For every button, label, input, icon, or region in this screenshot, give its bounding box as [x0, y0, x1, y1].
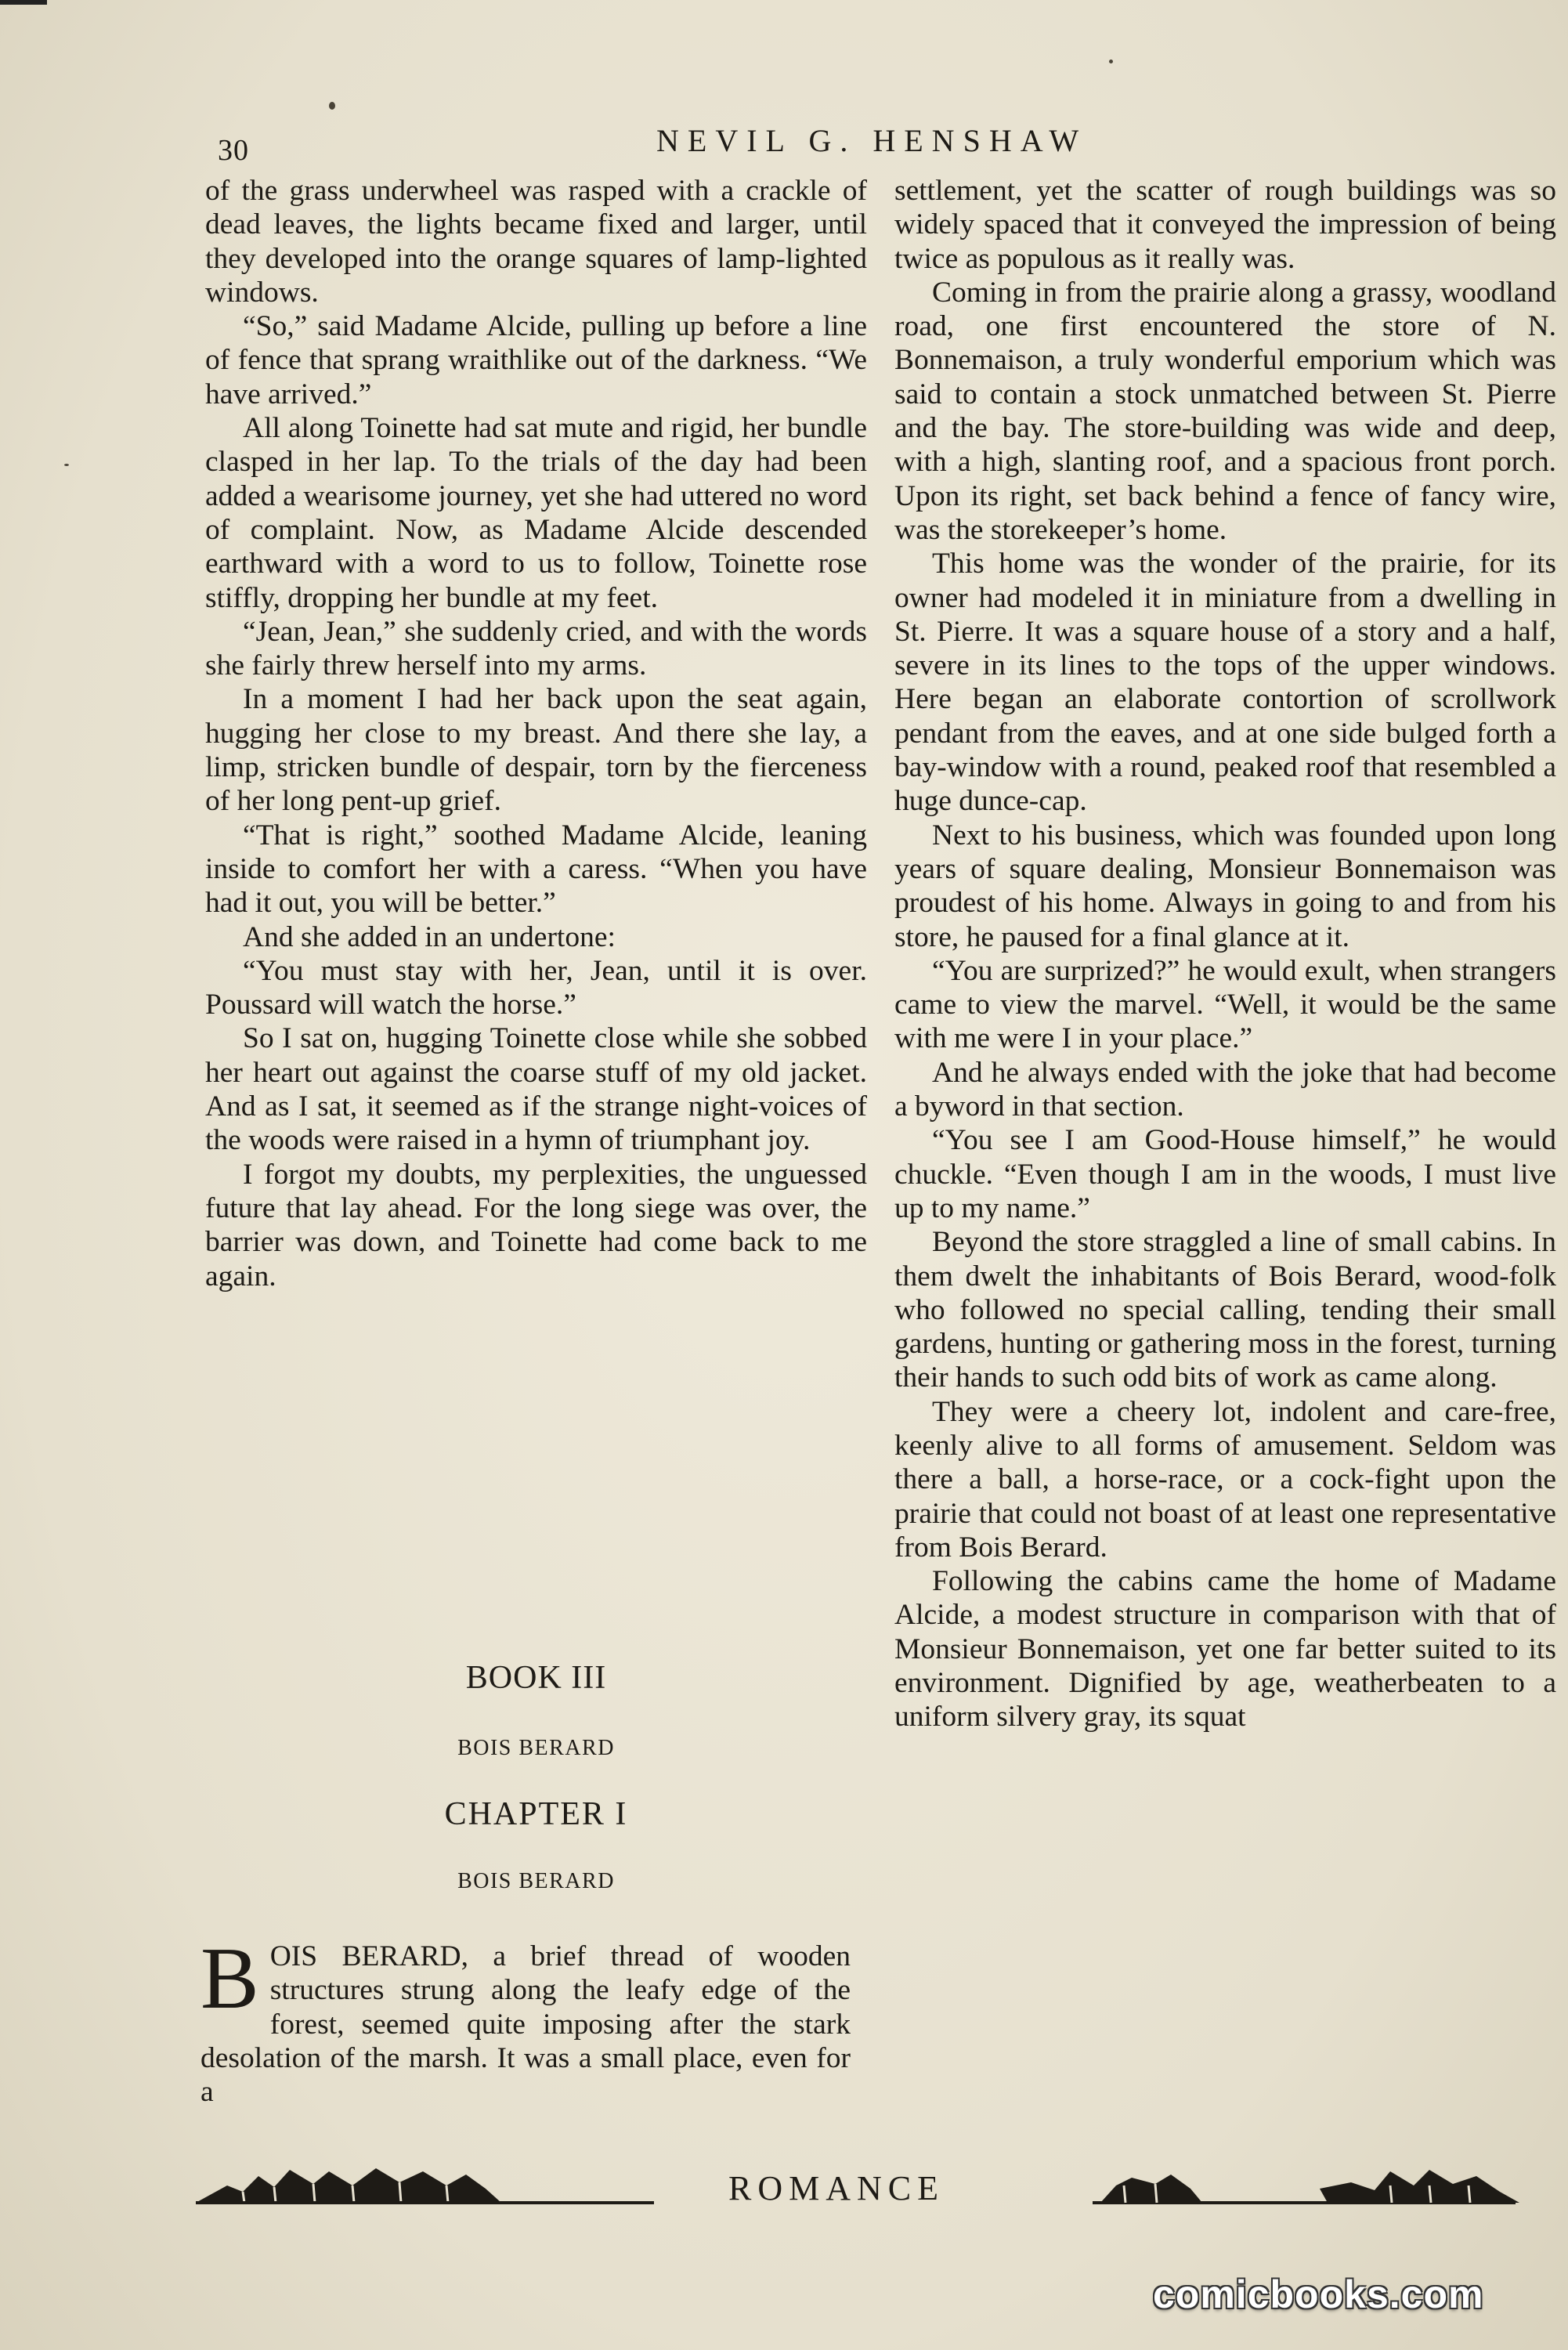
paragraph: And she added in an undertone: — [243, 920, 616, 953]
paragraph: “You are surprized?” he would exult, when strangers came to view the marvel. “Well, it would be the same with me were I in your place.” — [894, 954, 1556, 1055]
right-column — [894, 174, 1556, 1734]
book-subtitle: BOIS BERARD — [457, 1736, 615, 1760]
paragraph: “Jean, Jean,” she suddenly cried, and with the words she fairly threw herself into my arms. — [205, 615, 867, 682]
paragraph: I forgot my doubts, my perplexities, the unguessed future that lay ahead. For the long siege was over, the barrier was down, and Toinette had come back to me again. — [205, 1158, 867, 1292]
page-footer — [0, 2146, 1568, 2217]
chapter-opening — [201, 1930, 851, 2109]
paragraph: Beyond the store straggled a line of small cabins. In them dwelt the inhabitants of Bois Berard, wood-folk who followed no special calling, tending their small gardens, hunting or gathering moss in the forest, turning their hands to such odd bits of work as came along. — [894, 1226, 1556, 1394]
ink-speck — [64, 464, 69, 466]
forest-ornament-icon — [1093, 2154, 1531, 2217]
paragraph: “You see I am Good-House himself,” he would chuckle. “Even though I am in the woods, I must live up to my name.” — [894, 1124, 1556, 1224]
paragraph: And he always ended with the joke that had become a byword in that section. — [894, 1056, 1556, 1123]
magazine-title-footer: ROMANCE — [728, 2169, 945, 2207]
ink-speck — [1109, 60, 1113, 63]
paragraph: In a moment I had her back upon the seat again, hugging her close to my breast. And there she lay, a limp, stricken bundle of despair, torn by the fierceness of her long pent-up grief. — [205, 683, 867, 818]
paragraph: This home was the wonder of the prairie, for its owner had modeled it in miniature from a dwelling in St. Pierre. It was a square house of a story and a half, severe in its lines to the tops of the upper windows. Here began an elaborate contortion of scrollwork pendant from the eaves, and at one side bulged forth a bay-window with a round, peaked roof that resembled a huge dunce-cap. — [894, 548, 1556, 818]
paragraph: “You must stay with her, Jean, until it is over. Poussard will watch the horse.” — [205, 954, 867, 1021]
left-column — [205, 174, 867, 1293]
forest-ornament-icon — [196, 2154, 666, 2217]
paragraph: of the grass underwheel was rasped with a crackle of dead leaves, the lights became fixed and larger, until they developed into the orange squares of lamp-lighted windows. — [205, 175, 867, 309]
scan-corner-mark — [0, 0, 47, 5]
page-header — [0, 118, 1568, 167]
book-heading — [205, 1659, 867, 1894]
book-title: BOOK III — [465, 1660, 607, 1696]
paragraph: Next to his business, which was founded upon long years of square dealing, Monsieur Bonnemaison was proudest of his home. Always in going to and from his store, he paused for a final glance at it. — [894, 819, 1556, 953]
chapter-title: CHAPTER I — [444, 1796, 628, 1832]
paragraph: “So,” said Madame Alcide, pulling up before a line of fence that sprang wraithlike out of the darkness. “We have arrived.” — [205, 310, 867, 410]
running-head-author: NEVIL G. HENSHAW — [656, 123, 1088, 158]
paragraph: So I sat on, hugging Toinette close while she sobbed her heart out against the coarse stuff of my old jacket. And as I sat, it seemed as if the strange night-voices of the woods were raised in a hymn of triumphant joy. — [205, 1022, 867, 1157]
paragraph: settlement, yet the scatter of rough buildings was so widely spaced that it conveyed the impression of being twice as populous as it really was. — [894, 175, 1556, 275]
paragraph: “That is right,” soothed Madame Alcide, leaning inside to comfort her with a caress. “When you have had it out, you will be better.” — [205, 819, 867, 920]
chapter-opening-text: OIS BERARD, a brief thread of wooden structures strung along the leafy edge of the forest, seemed quite imposing after the stark desolation of the marsh. It was a small place, even for a — [201, 1940, 851, 2109]
drop-cap: B — [201, 1930, 259, 2027]
watermark: comicbooks.com — [1153, 2272, 1484, 2316]
paragraph: Coming in from the prairie along a grassy, woodland road, one first encountered the store of N. Bonnemaison, a truly wonderful emporium which was said to contain a stock unmatched between St. Pierre and the bay. The store-building was wide and deep, with a high, slanting roof, and a spacious front porch. Upon its right, set back behind a fence of fancy wire, was the storekeeper’s home. — [894, 276, 1556, 546]
paragraph: They were a cheery lot, indolent and care-free, keenly alive to all forms of amusement. Seldom was there a ball, a horse-race, or a cock-fight upon the prairie that could not boast of at least one representative from Bois Berard. — [894, 1395, 1556, 1564]
paragraph: Following the cabins came the home of Madame Alcide, a modest structure in comparison with that of Monsieur Bonnemaison, yet one far better suited to its environment. Dignified by age, weatherbeaten to a uniform silvery gray, its squat — [894, 1565, 1556, 1734]
paragraph: All along Toinette had sat mute and rigid, her bundle clasped in her lap. To the trials of the day had been added a wearisome journey, yet she had uttered no word of complaint. Now, as Madame Alcide descended earthward with a word to us to follow, Toinette rose stiffly, dropping her bundle at my feet. — [205, 412, 867, 614]
ink-speck — [329, 102, 335, 110]
page-number: 30 — [218, 134, 249, 167]
chapter-subtitle: BOIS BERARD — [457, 1869, 615, 1893]
